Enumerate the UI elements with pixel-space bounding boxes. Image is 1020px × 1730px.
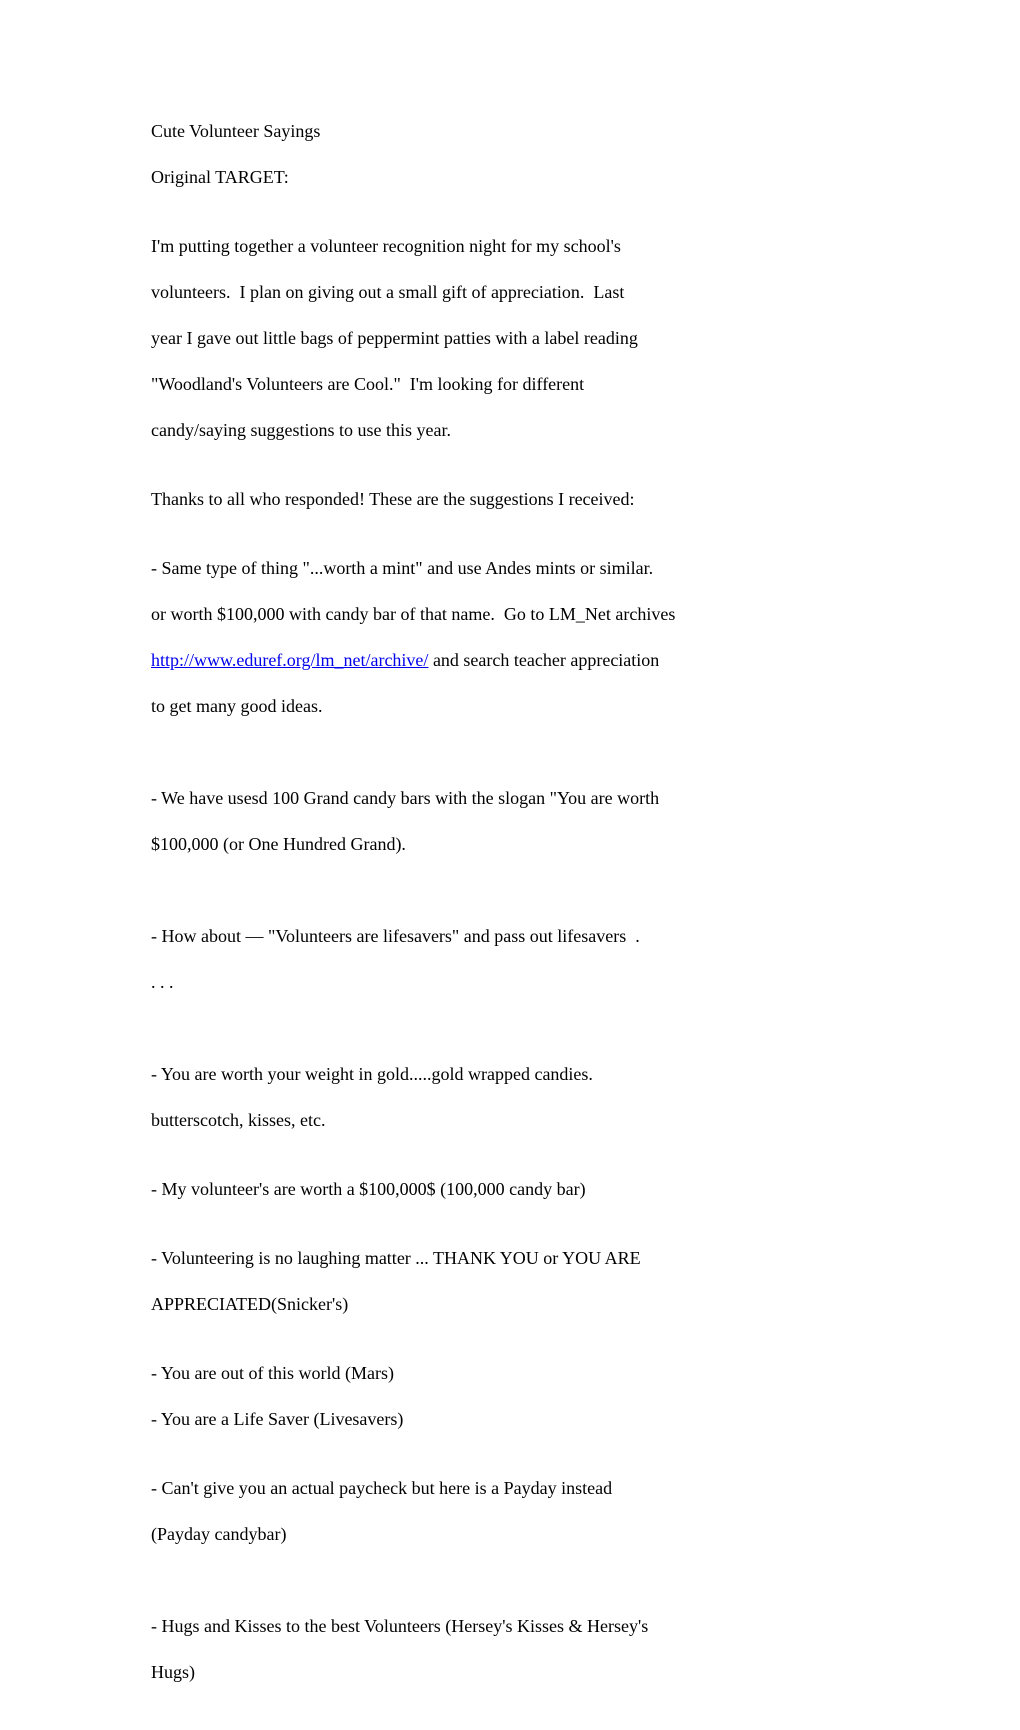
suggestion-line: - Same type of thing "...worth a mint" and use Andes mints or similar. <box>151 558 654 578</box>
suggestion-item: - My volunteer's are worth a $100,000$ (100,000 candy bar) <box>151 1179 586 1199</box>
suggestion-item <box>151 1592 771 1707</box>
suggestion-line: to get many good ideas. <box>151 696 323 716</box>
suggestion-item <box>151 1040 771 1155</box>
archive-link[interactable]: http://www.eduref.org/lm_net/archive/ <box>151 650 429 670</box>
suggestion-line <box>151 649 771 672</box>
suggestion-line: - We have usesd 100 Grand candy bars with the slogan "You are worth <box>151 788 660 808</box>
intro-paragraph <box>151 212 771 465</box>
intro-line: year I gave out little bags of peppermint patties with a label reading <box>151 328 638 348</box>
document-body <box>151 120 771 1730</box>
suggestion-line: - You are worth your weight in gold.....gold wrapped candies. <box>151 1064 593 1084</box>
original-label: Original TARGET: <box>151 167 289 187</box>
suggestion-line: $100,000 (or One Hundred Grand). <box>151 834 406 854</box>
suggestion-line: - Can't give you an actual paycheck but here is a Payday instead <box>151 1478 613 1498</box>
suggestion-line: (Payday candybar) <box>151 1524 287 1544</box>
suggestion-item: - You are out of this world (Mars) <box>151 1363 394 1383</box>
suggestion-line: - Volunteering is no laughing matter ... THANK YOU or YOU ARE <box>151 1248 641 1268</box>
suggestion-item: - You are a Life Saver (Livesavers) <box>151 1409 404 1429</box>
suggestion-item <box>151 534 771 741</box>
suggestion-item <box>151 1224 771 1339</box>
suggestion-line-rest: and search teacher appreciation <box>428 650 660 670</box>
suggestion-line: APPRECIATED(Snicker's) <box>151 1294 349 1314</box>
intro-line: I'm putting together a volunteer recognition night for my school's <box>151 236 621 256</box>
suggestion-line: butterscotch, kisses, etc. <box>151 1110 326 1130</box>
suggestion-line: - Hugs and Kisses to the best Volunteers (Hersey's Kisses & Hersey's <box>151 1616 649 1636</box>
suggestion-line: Hugs) <box>151 1662 195 1682</box>
suggestion-line: or worth $100,000 with candy bar of that name. Go to LM_Net archives <box>151 604 676 624</box>
suggestion-line: - How about — "Volunteers are lifesavers" and pass out lifesavers . <box>151 926 640 946</box>
document-title: Cute Volunteer Sayings <box>151 121 321 141</box>
intro-line: "Woodland's Volunteers are Cool." I'm looking for different <box>151 374 585 394</box>
intro-line: candy/saying suggestions to use this year. <box>151 420 451 440</box>
suggestion-item <box>151 902 771 1017</box>
suggestion-item <box>151 764 771 879</box>
suggestion-item <box>151 1454 771 1569</box>
intro-line: volunteers. I plan on giving out a small gift of appreciation. Last <box>151 282 625 302</box>
thanks-paragraph: Thanks to all who responded! These are the suggestions I received: <box>151 489 635 509</box>
suggestion-line: . . . <box>151 972 174 992</box>
